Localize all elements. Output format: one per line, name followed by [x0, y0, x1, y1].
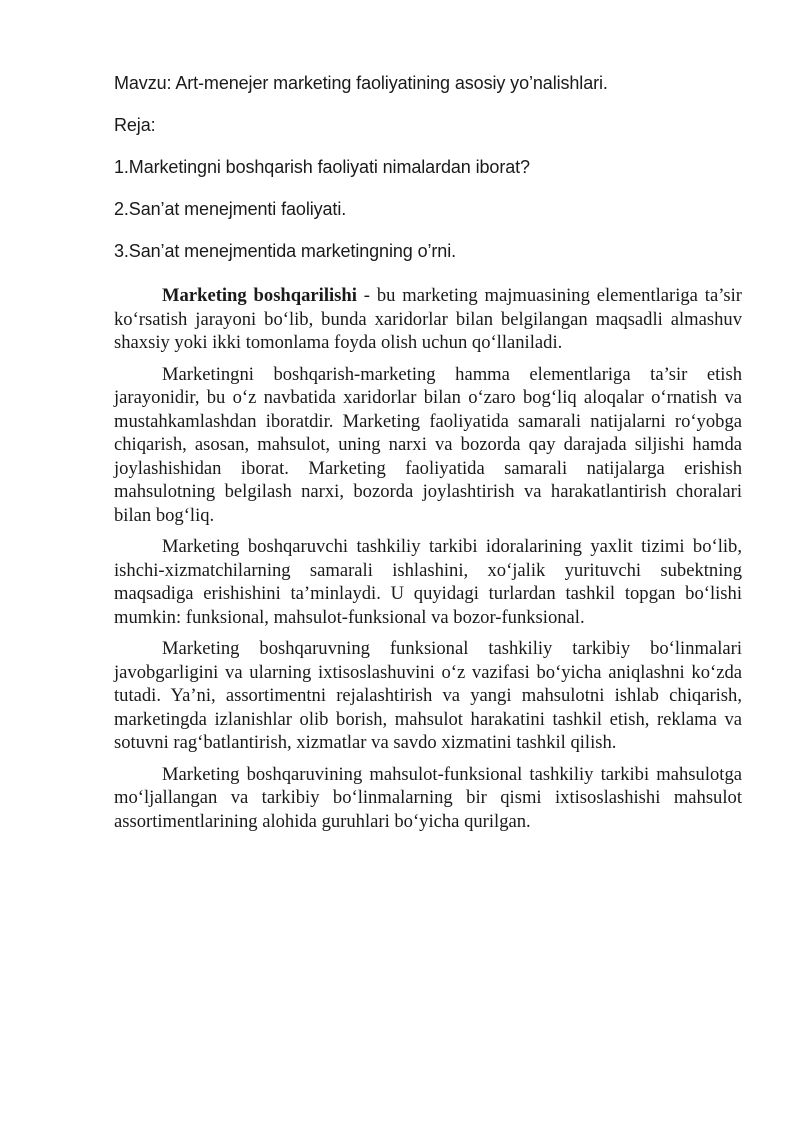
paragraph-text: - bu marketing majmuasining elementlariga ta’sir ko‘rsatish jarayoni bo‘lib, bunda xaridorlar bilan belgilangan maqsadli almashuv shaxsiy yoki ikki tomonlama foyda olish uchun qo‘llaniladi.: [114, 285, 742, 353]
plan-item: 3.San’at menejmentida marketingning o’rni.: [114, 241, 456, 261]
defined-term: Marketing boshqarilishi: [162, 285, 357, 306]
paragraph: Marketing boshqaruvchi tashkiliy tarkibi idoralarining yaxlit tizimi bo‘lib, ishchi-xizmatchilarning samarali ishlashini, xo‘jalik yurituvchi subektning maqsadiga erishishini ta’minlaydi. U quyidagi turlardan tashkil topgan bo‘lishi mumkin: funksional, mahsulot-funksional va bozor-funksional.: [114, 536, 742, 628]
paragraph-marketing-management: [114, 284, 742, 355]
topic-heading: Mavzu: Art-menejer marketing faoliyatining asosiy yo’nalishlari.: [114, 73, 608, 93]
plan-label: Reja:: [114, 115, 156, 135]
paragraph: Marketing boshqaruvining mahsulot-funksional tashkiliy tarkibi mahsulotga mo‘ljallangan va tarkibiy bo‘linmalarning bir qismi ixtisoslashishi mahsulot assortimentlarining alohida guruhlari bo‘yicha qurilgan.: [114, 763, 742, 832]
plan-item: 1.Marketingni boshqarish faoliyati nimalardan iborat?: [114, 157, 530, 177]
paragraph: Marketing boshqaruvning funksional tashkiliy tarkibiy bo‘linmalari javobgarligini va ularning ixtisoslashuvini o‘z vazifasi bo‘yicha aniqlashni ko‘zda tutadi. Ya’ni, assortimentni rejalashtirish va yangi mahsulotni ishlab chiqarish, marketingda izlanishlar olib borish, mahsulot harakatini tashkil etish, reklama va sotuvni rag‘batlantirish, xizmatlar va savdo xizmatini tashkil qilish.: [114, 638, 742, 753]
document-page: [114, 70, 742, 841]
plan-item: 2.San’at menejmenti faoliyati.: [114, 199, 347, 219]
paragraph: Marketingni boshqarish-marketing hamma elementlariga ta’sir etish jarayonidir, bu o‘z navbatida xaridorlar bilan o‘zaro bog‘liq aloqalar o‘rnatish va mustahkamlashdan iboratdir. Marketing faoliyatida samarali natijalarni ro‘yobga chiqarish, asosan, mahsulot, uning narxi va bozorda qay darajada siljishi hamda joylashishidan iborat. Marketing faoliyatida samarali natijalarga erishish mahsulotning belgilash narxi, bozorda joylashtirish va harakatlantirish choralari bilan bog‘liq.: [114, 363, 742, 526]
